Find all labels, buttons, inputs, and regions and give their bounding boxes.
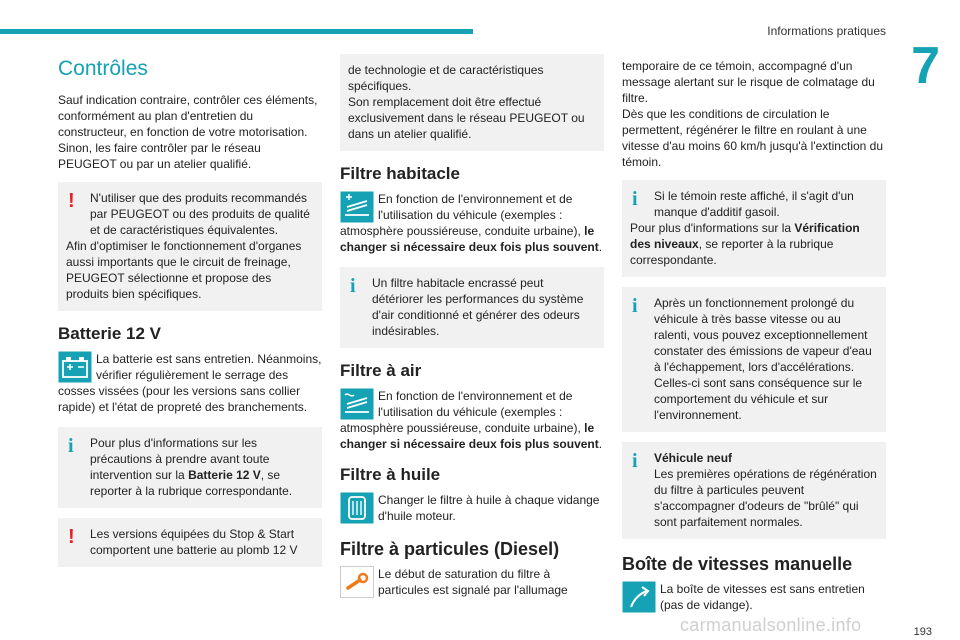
- wrench-icon: [340, 566, 374, 598]
- column-1: [58, 52, 322, 577]
- section-title: Informations pratiques: [767, 24, 886, 38]
- info-box: [58, 427, 322, 508]
- warning-icon: !: [68, 190, 75, 212]
- info-box-additive: [622, 180, 886, 277]
- column-3: [622, 52, 886, 613]
- air-filter-paragraph: [340, 388, 604, 452]
- gearbox-text: La boîte de vitesses est sans entretien (pas de vidange).: [660, 582, 865, 612]
- particle-filter-continued: temporaire de ce témoin, accompagné d'un message alertant sur le risque de colmatage du filtre.: [622, 59, 875, 105]
- info-title: Véhicule neuf: [654, 451, 733, 465]
- warning-text: Les versions équipées du Stop & Start comportent une batterie au plomb 12 V: [90, 527, 298, 557]
- oil-filter-text: Changer le filtre à huile à chaque vidange d'huile moteur.: [378, 493, 600, 523]
- info-icon: i: [632, 295, 638, 317]
- info-text: Pour plus d'informations sur les précautions à prendre avant toute intervention sur la Batterie 12 V, se reporter à la rubrique correspondante.: [90, 436, 293, 498]
- gearbox-icon: [622, 581, 656, 613]
- info-icon: i: [632, 450, 638, 472]
- particle-filter-paragraph: [340, 566, 604, 598]
- air-filter-heading: Filtre à air: [340, 361, 422, 380]
- info-text: Un filtre habitacle encrassé peut détériorer les performances du système d'air conditionné et générer des odeurs indésirables.: [372, 276, 584, 338]
- warning-text-continued: Afin d'optimiser le fonctionnement d'organes aussi importants que le circuit de freinage, PEUGEOT sélectionne et propose des produits bien spécifiques.: [66, 239, 302, 301]
- info-text: Si le témoin reste affiché, il s'agit d'un manque d'additif gasoil.: [654, 189, 854, 219]
- info-icon: i: [632, 188, 638, 210]
- cabin-filter-paragraph: [340, 191, 604, 255]
- info-box-new-vehicle: [622, 442, 886, 539]
- battery-heading: Batterie 12 V: [58, 324, 161, 343]
- air-filter-icon: [340, 388, 374, 420]
- watermark: carmanualsonline.info: [680, 615, 862, 635]
- continued-warning-box: [340, 54, 604, 151]
- cabin-filter-icon: [340, 191, 374, 223]
- warning-text: N'utiliser que des produits recommandés par PEUGEOT ou des produits de qualité et de caractéristiques équivalentes.: [90, 191, 310, 237]
- gearbox-paragraph: [622, 581, 886, 613]
- info-icon: i: [68, 435, 74, 457]
- chapter-number: 7: [911, 37, 940, 95]
- battery-text: La batterie est sans entretien. Néanmoins, vérifier régulièrement le serrage des cosses vissées (pour les versions sans collier rapide) et l'état de propreté des branchements.: [58, 352, 322, 414]
- warning-box: [58, 182, 322, 311]
- warning-icon: !: [68, 526, 75, 548]
- continued-text: de technologie et de caractéristiques spécifiques.: [348, 63, 544, 93]
- cabin-filter-heading: Filtre habitacle: [340, 164, 460, 183]
- warning-box-stop-start: [58, 518, 322, 567]
- info-box: [340, 267, 604, 348]
- continued-text-b: Son remplacement doit être effectué exclusivement dans le réseau PEUGEOT ou dans un atelier qualifié.: [348, 95, 585, 141]
- battery-paragraph: [58, 351, 322, 415]
- info-icon: i: [350, 275, 356, 297]
- header-accent-bar: [0, 29, 473, 34]
- gearbox-heading: Boîte de vitesses manuelle: [622, 554, 853, 574]
- battery-icon: [58, 351, 92, 383]
- air-filter-text: En fonction de l'environnement et de l'utilisation du véhicule (exemples : atmosphère poussiéreuse, conduite urbaine), le changer si nécessaire deux fois plus souvent.: [340, 389, 603, 451]
- column-2: [340, 52, 604, 598]
- info-text: Après un fonctionnement prolongé du véhicule à très basse vitesse ou au ralenti, vous pouvez exceptionnellement constater des émissions de vapeur d'eau à l'échappement, lors d'accélérations. Celles-ci sont sans conséquence sur le comportement du véhicule et sur l'environnement.: [654, 296, 872, 422]
- particle-filter-heading: Filtre à particules (Diesel): [340, 539, 560, 559]
- particle-filter-text: Le début de saturation du filtre à particules est signalé par l'allumage: [378, 567, 568, 597]
- oil-filter-icon: [340, 492, 374, 524]
- info-text: Les premières opérations de régénération du filtre à particules peuvent s'accompagner d'odeurs de "brûlé" qui sont parfaitement normales.: [654, 467, 877, 529]
- oil-filter-paragraph: [340, 492, 604, 524]
- controls-intro: Sauf indication contraire, contrôler ces éléments, conformément au plan d'entretien du constructeur, en fonction de votre motorisation. Sinon, les faire contrôler par le réseau PEUGEOT ou par un atelier qualifié.: [58, 93, 318, 171]
- particle-filter-regeneration: Dès que les conditions de circulation le permettent, régénérer le filtre en roulant à une vitesse d'au moins 60 km/h jusqu'à l'extinction du témoin.: [622, 107, 884, 169]
- oil-filter-heading: Filtre à huile: [340, 465, 441, 484]
- info-box-vapour: [622, 287, 886, 432]
- controls-heading: Contrôles: [58, 57, 148, 80]
- cabin-filter-text: En fonction de l'environnement et de l'utilisation du véhicule (exemples : atmosphère poussiéreuse, conduite urbaine), le changer si nécessaire deux fois plus souvent.: [340, 192, 603, 254]
- page-number: 193: [913, 626, 932, 638]
- info-text-continued: Pour plus d'informations sur la Vérification des niveaux, se reporter à la rubrique correspondante.: [630, 221, 860, 267]
